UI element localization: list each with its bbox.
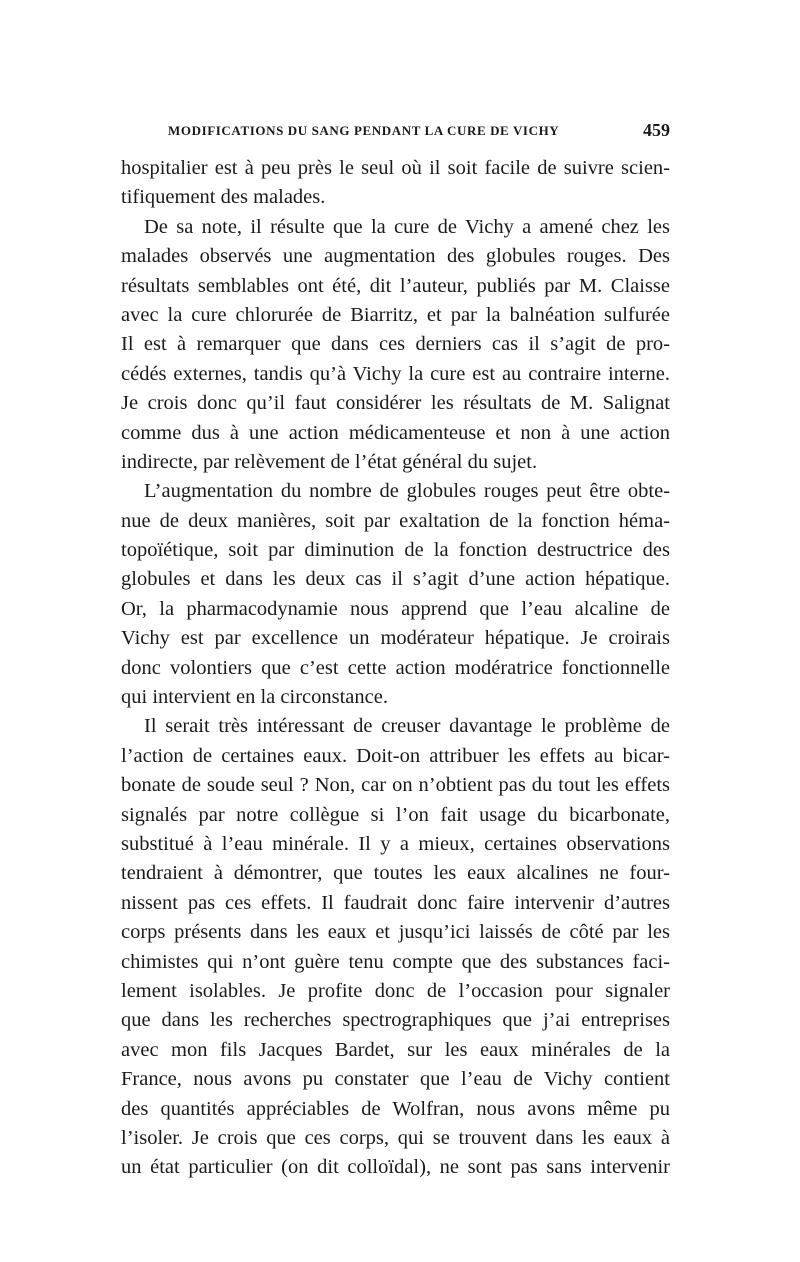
text-line: Or, la pharmacodynamie nous apprend que l’eau alcaline de [121,597,670,620]
text-line: globules et dans les deux cas il s’agit d’une action hépatique. [121,568,670,591]
text-line: chimistes qui n’ont guère tenu compte que des substances faci- [121,950,670,973]
text-line: que dans les recherches spectrographiques que j’ai entreprises [121,1009,670,1032]
text-line: France, nous avons pu constater que l’eau de Vichy contient [121,1068,670,1091]
text-line: tendraient à démontrer, que toutes les eaux alcalines ne four- [121,862,670,885]
paragraph-start-line: L’augmentation du nombre de globules rouges peut être obte- [144,480,670,503]
text-line: résultats semblables ont été, dit l’auteur, publiés par M. Claisse [121,274,670,297]
text-line: l’isoler. Je crois que ces corps, qui se trouvent dans les eaux à [121,1126,670,1149]
text-line: cédés externes, tandis qu’à Vichy la cure est au contraire interne. [121,362,670,385]
text-line: tifiquement des malades. [121,186,326,209]
page-number: 459 [643,120,670,140]
text-line: Vichy est par excellence un modérateur hépatique. Je croirais [121,627,670,650]
text-line: Il est à remarquer que dans ces derniers cas il s’agit de pro- [121,333,670,356]
paragraph-start-line: Il serait très intéressant de creuser davantage le problème de [144,715,670,738]
text-line: nissent pas ces effets. Il faudrait donc faire intervenir d’autres [121,891,670,914]
paragraph-start-line: De sa note, il résulte que la cure de Vichy a amené chez les [144,215,670,238]
text-line: des quantités appréciables de Wolfran, nous avons même pu [121,1097,670,1120]
text-line: l’action de certaines eaux. Doit-on attribuer les effets au bicar- [121,744,670,767]
text-line: bonate de soude seul ? Non, car on n’obtient pas du tout les effets [121,774,670,797]
running-head [168,120,670,142]
running-head-title: MODIFICATIONS DU SANG PENDANT LA CURE DE VICHY [168,123,560,138]
text-line: lement isolables. Je profite donc de l’occasion pour signaler [121,979,670,1002]
text-line: avec la cure chlorurée de Biarritz, et par la balnéation sulfurée [121,303,670,326]
text-line: malades observés une augmentation des globules rouges. Des [121,245,670,268]
text-line: donc volontiers que c’est cette action modératrice fonctionnelle [121,656,670,679]
text-line: nue de deux manières, soit par exaltation de la fonction héma- [121,509,670,532]
text-line: indirecte, par relèvement de l’état général du sujet. [121,450,538,473]
text-line: qui intervient en la circonstance. [121,686,388,709]
text-line: comme dus à une action médicamenteuse et non à une action [121,421,670,444]
text-line: substitué à l’eau minérale. Il y a mieux, certaines observations [121,832,670,855]
text-line: signalés par notre collègue si l’on fait usage du bicarbonate, [121,803,670,826]
text-line: hospitalier est à peu près le seul où il soit facile de suivre scien- [121,157,670,179]
text-line: corps présents dans les eaux et jusqu’ici laissés de côté par les [121,921,670,944]
text-line: avec mon fils Jacques Bardet, sur les eaux minérales de la [121,1038,670,1061]
text-line: un état particulier (on dit colloïdal), ne sont pas sans intervenir [121,1156,670,1179]
body-text [121,154,670,1183]
text-line: Je crois donc qu’il faut considérer les résultats de M. Salignat [121,392,670,415]
text-line: topoïétique, soit par diminution de la fonction destructrice des [121,539,670,562]
